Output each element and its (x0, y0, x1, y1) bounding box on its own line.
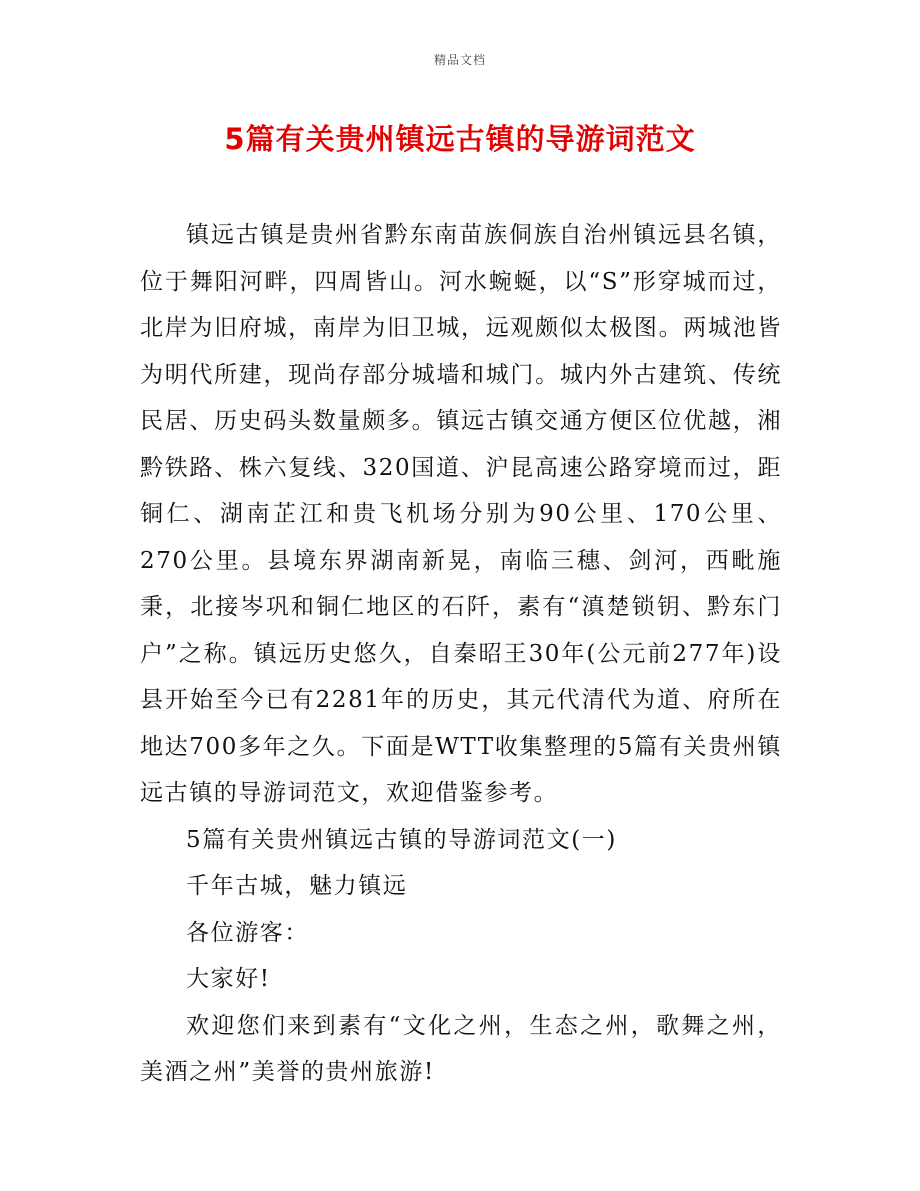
header-label: 精品文档 (433, 53, 486, 67)
document-title: 5篇有关贵州镇远古镇的导游词范文 (224, 122, 696, 156)
hello-paragraph: 大家好! (186, 966, 271, 992)
section-heading: 5篇有关贵州镇远古镇的导游词范文(一) (186, 826, 617, 853)
document-body (140, 212, 782, 1096)
welcome-paragraph: 欢迎您们来到素有“文化之州，生态之州，歌舞之州，美酒之州”美誉的贵州旅游! (140, 1012, 782, 1085)
greeting-paragraph: 各位游客： (186, 919, 309, 946)
subtitle-paragraph: 千年古城，魅力镇远 (186, 873, 408, 899)
intro-paragraph: 镇远古镇是贵州省黔东南苗族侗族自治州镇远县名镇，位于舞阳河畔，四周皆山。河水蜿蜒，以“S”形穿城而过，北岸为旧府城，南岸为旧卫城，远观颇似太极图。两城池皆为明代所建，现尚存部分城墙和城门。城内外古建筑、传统民居、历史码头数量颇多。镇远古镇交通方便区位优越，湘黔铁路、株六复线、320国道、沪昆高速公路穿境而过，距铜仁、湖南芷江和贵飞机场分别为90公里、170公里、270公里。县境东界湖南新晃，南临三穗、剑河，西毗施秉，北接岑巩和铜仁地区的石阡，素有“滇楚锁钥、黔东门户”之称。镇远历史悠久，自秦昭王30年(公元前277年)设县开始至今已有2281年的历史，其元代清代为道、府所在地达700多年之久。下面是WTT收集整理的5篇有关贵州镇远古镇的导游词范文，欢迎借鉴参考。 (140, 222, 782, 806)
